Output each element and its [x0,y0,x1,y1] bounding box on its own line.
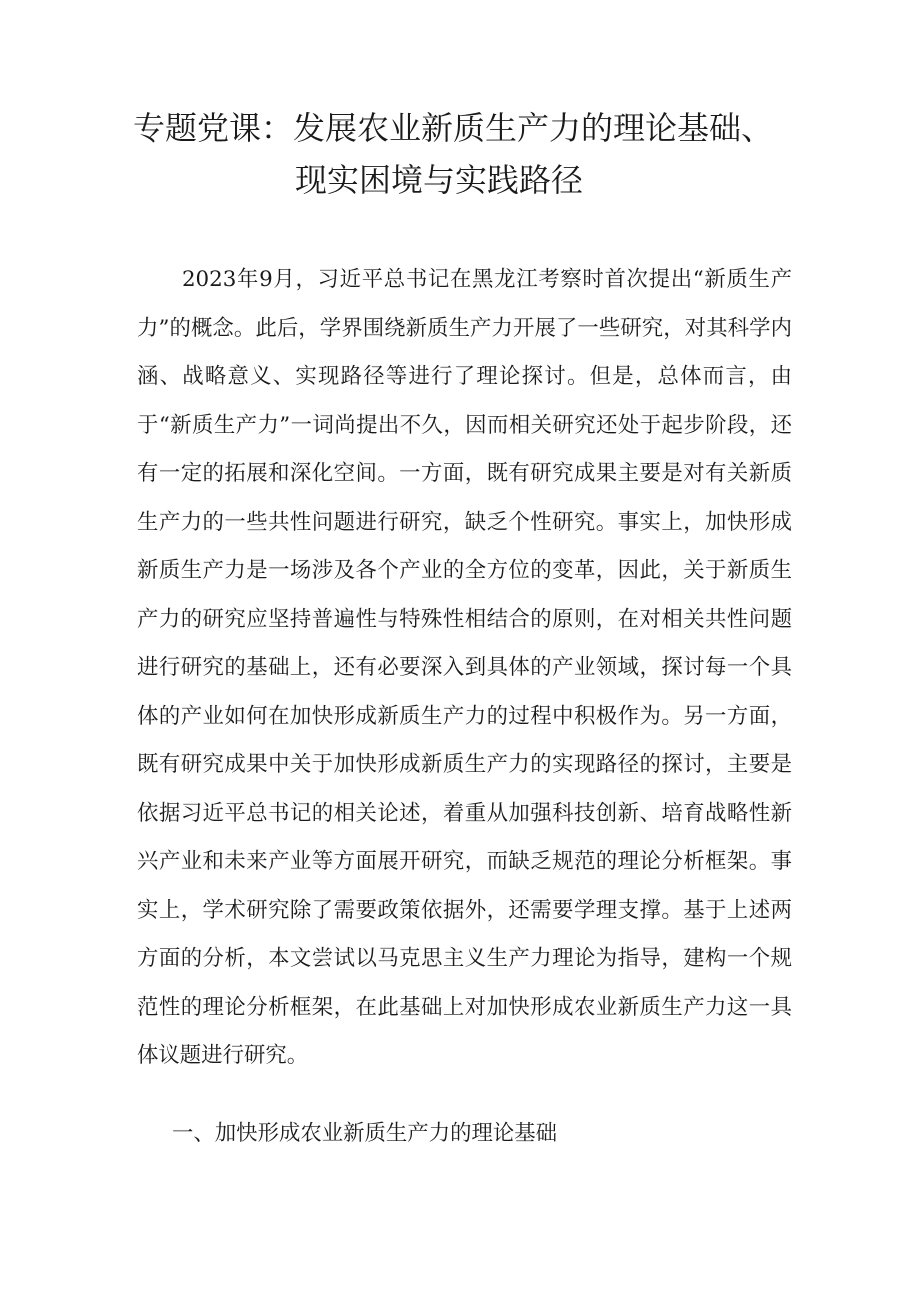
document-title-line-1: 专题党课：发展农业新质生产力的理论基础、 [133,109,774,147]
intro-paragraph: 2023年9月，习近平总书记在黑龙江考察时首次提出“新质生产力”的概念。此后，学界围绕新质生产力开展了一些研究，对其科学内涵、战略意义、实现路径等进行了理论探讨。但是，总体而言，由于“新质生产力”一词尚提出不久，因而相关研究还处于起步阶段，还有一定的拓展和深化空间。一方面，既有研究成果主要是对有关新质生产力的一些共性问题进行研究，缺乏个性研究。事实上，加快形成新质生产力是一场涉及各个产业的全方位的变革，因此，关于新质生产力的研究应坚持普遍性与特殊性相结合的原则，在对相关共性问题进行研究的基础上，还有必要深入到具体的产业领域，探讨每一个具体的产业如何在加快形成新质生产力的过程中积极作为。另一方面，既有研究成果中关于加快形成新质生产力的实现路径的探讨，主要是依据习近平总书记的相关论述，着重从加强科技创新、培育战略性新兴产业和未来产业等方面展开研究，而缺乏规范的理论分析框架。事实上，学术研究除了需要政策依据外，还需要学理支撑。基于上述两方面的分析，本文尝试以马克思主义生产力理论为指导，建构一个规范性的理论分析框架，在此基础上对加快形成农业新质生产力这一具体议题进行研究。 [137,267,792,1068]
section-heading: 一、加快形成农业新质生产力的理论基础 [172,1121,558,1146]
document-title-line-2: 现实困境与实践路径 [295,161,584,199]
